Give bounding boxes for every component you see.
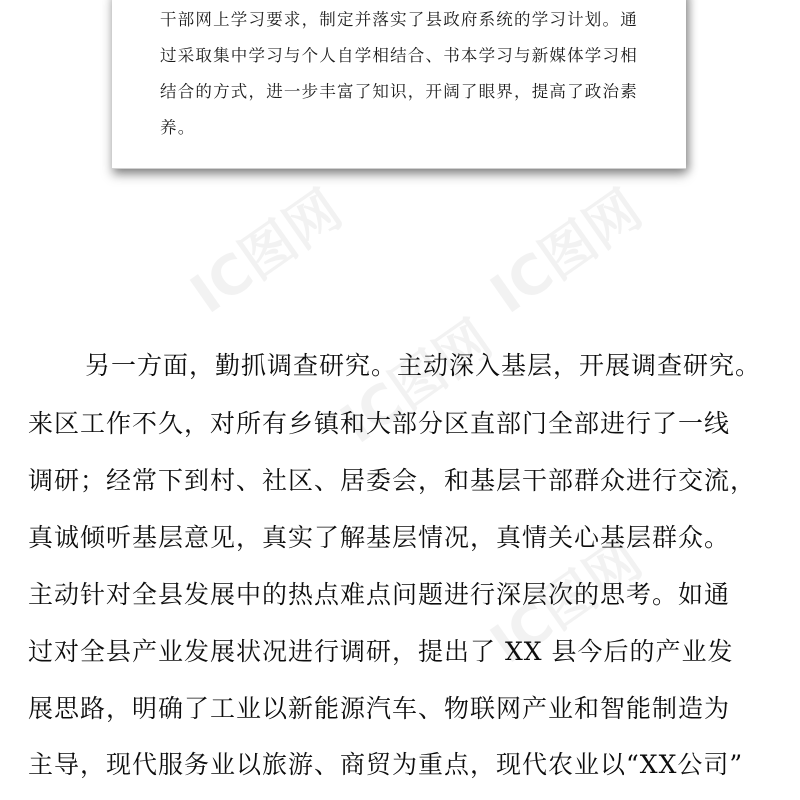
body-paragraph-line-8: 主导，现代服务业以旅游、商贸为重点，现代农业以“XX公司” bbox=[28, 750, 744, 779]
card-text-line-4: 养。 bbox=[160, 118, 196, 137]
watermark: IC图网 bbox=[329, 307, 503, 456]
body-paragraph-line-7: 展思路，明确了工业以新能源汽车、物联网产业和智能制造为 bbox=[28, 694, 731, 723]
watermark: IC图网 bbox=[479, 527, 653, 676]
card-text-line-2: 过采取集中学习与个人自学相结合、书本学习与新媒体学习相 bbox=[160, 46, 638, 65]
body-paragraph-line-1: 另一方面，勤抓调查研究。主动深入基层，开展调查研究。 bbox=[85, 351, 762, 380]
card-text-line-3: 结合的方式，进一步丰富了知识，开阔了眼界，提高了政治素 bbox=[160, 82, 638, 101]
body-paragraph-line-2: 来区工作不久，对所有乡镇和大部分区直部门全部进行了一线 bbox=[28, 409, 731, 438]
body-paragraph-line-4: 真诚倾听基层意见，真实了解基层情况，真情关心基层群众。 bbox=[28, 523, 731, 552]
card-text-line-1: 干部网上学习要求，制定并落实了县政府系统的学习计划。通 bbox=[160, 10, 638, 29]
watermark: IC图网 bbox=[479, 177, 653, 326]
body-paragraph-line-6: 过对全县产业发展状况进行调研，提出了 XX 县今后的产业发 bbox=[28, 637, 734, 666]
watermark: IC图网 bbox=[179, 177, 353, 326]
body-paragraph-line-3: 调研；经常下到村、社区、居委会，和基层干部群众进行交流， bbox=[28, 466, 757, 495]
body-paragraph-line-5: 主动针对全县发展中的热点难点问题进行深层次的思考。如通 bbox=[28, 580, 731, 609]
